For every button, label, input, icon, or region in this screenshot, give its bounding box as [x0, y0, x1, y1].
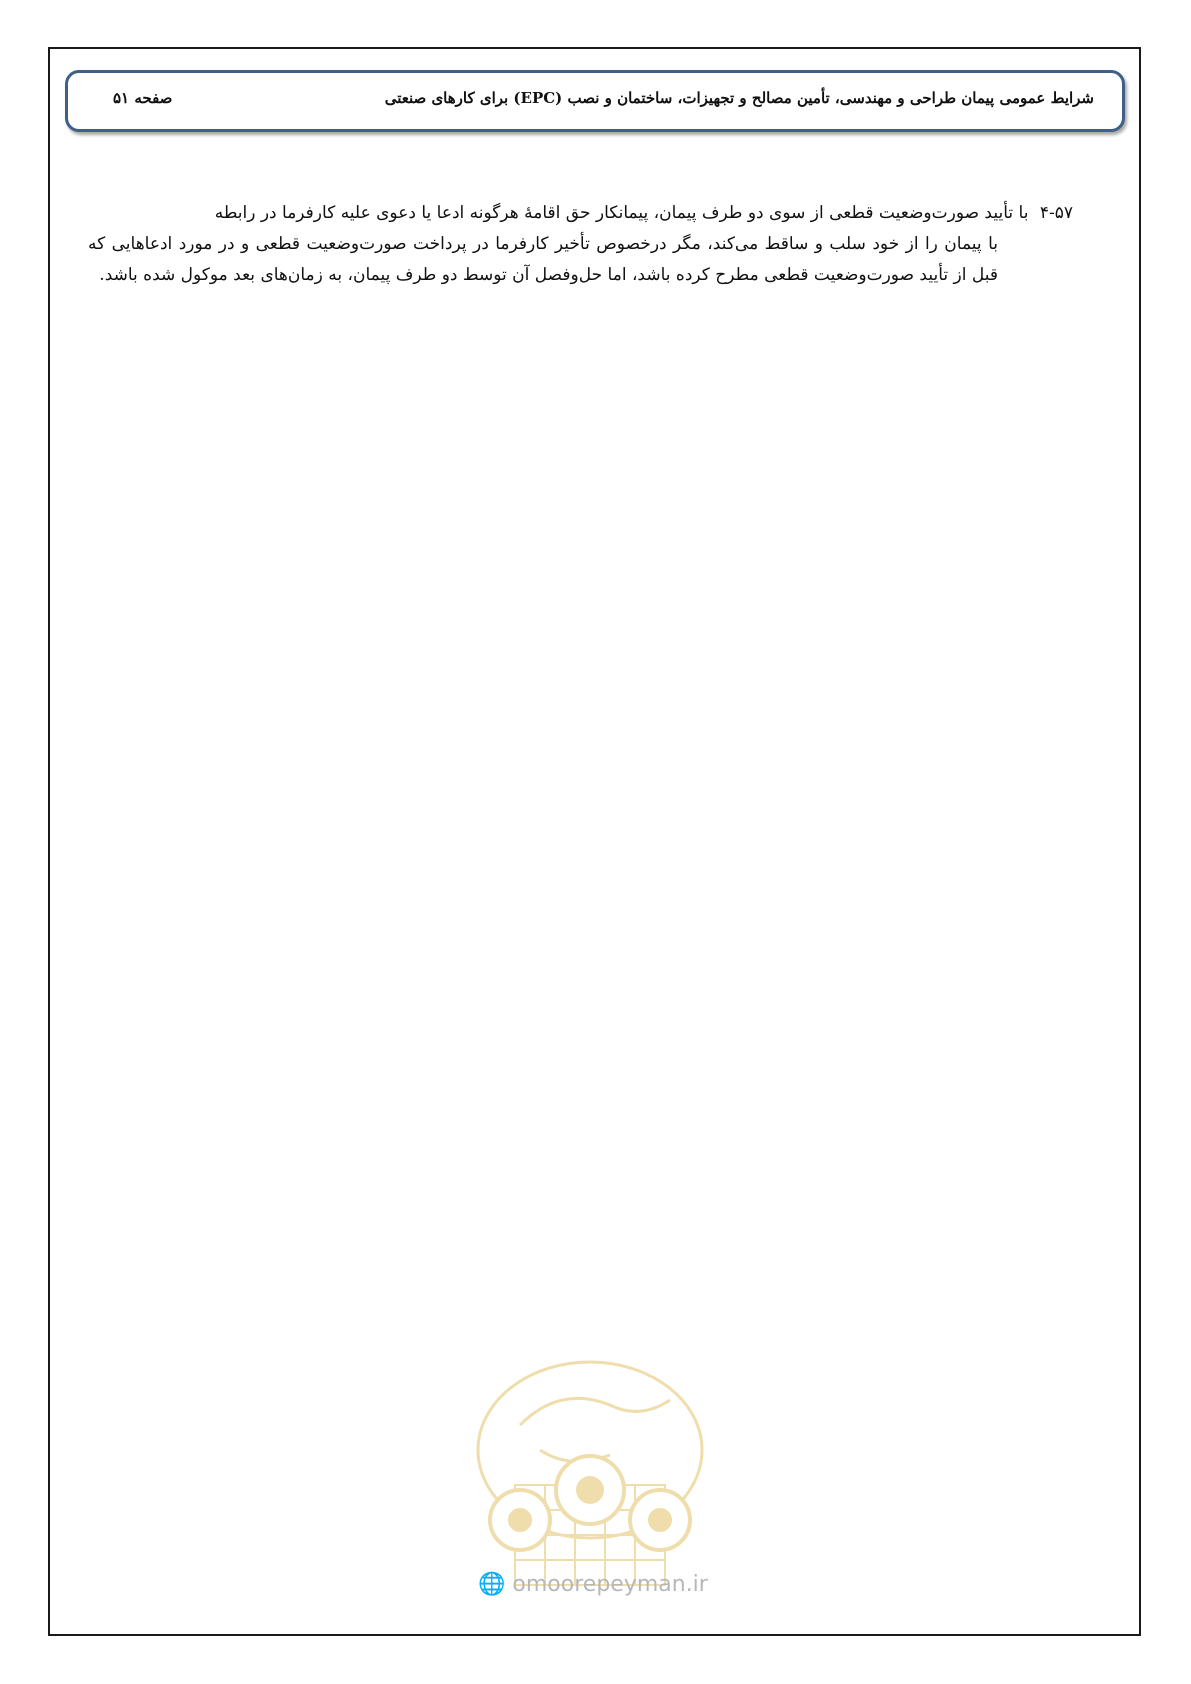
- watermark-url: [478, 1572, 708, 1597]
- globe-icon: 🌐: [478, 1572, 506, 1597]
- clause-number: ۴-۵۷: [1039, 203, 1073, 223]
- document-title: شرایط عمومی پیمان طراحی و مهندسی، تأمین مصالح و تجهیزات، ساختمان و نصب (EPC) برای کارهای صنعتی: [384, 89, 1094, 107]
- page-header: [65, 70, 1125, 132]
- clause-continuation: با پیمان را از خود سلب و ساقط می‌کند، مگر درخصوص تأخیر کارفرما در پرداخت صورت‌وضعیت قطعی و در مورد ادعاهایی که قبل از تأیید صورت‌وضعیت قطعی مطرح کرده باشد، اما حل‌وفصل آن توسط دو طرف پیمان، به زمان‌های بعد موکول شده باشد.: [88, 234, 998, 285]
- watermark-url-text: omoorepeyman.ir: [512, 1572, 708, 1597]
- watermark-script-stroke: [520, 1398, 670, 1425]
- clause-first-line: با تأیید صورت‌وضعیت قطعی از سوی دو طرف پیمان، پیمانکار حق اقامهٔ هرگونه ادعا یا دعوی علیه کارفرما در رابطه: [214, 203, 1029, 223]
- page-number: صفحه ۵۱: [113, 89, 173, 107]
- clause-paragraph: [88, 198, 1073, 291]
- watermark-logo: [460, 1355, 720, 1605]
